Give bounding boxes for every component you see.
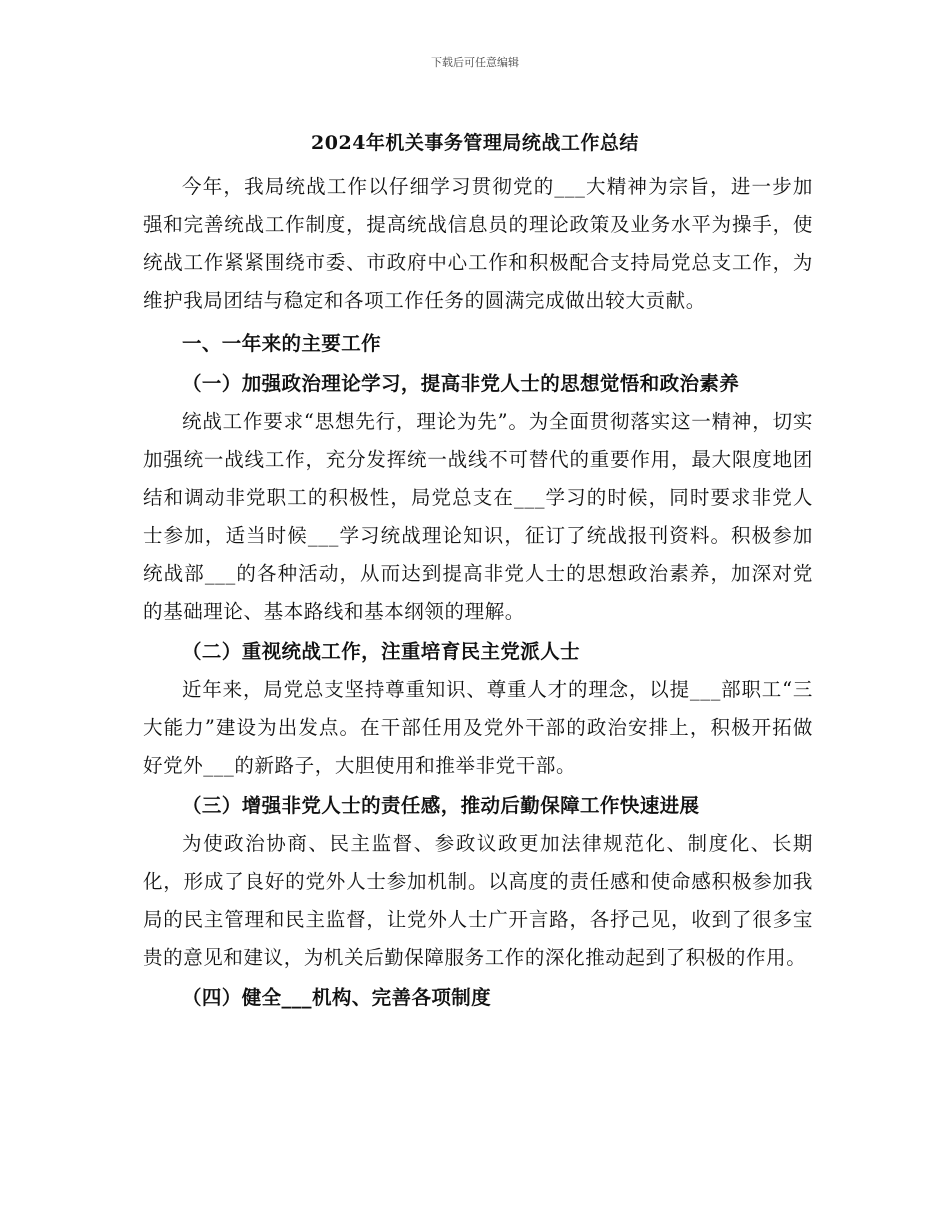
subsection-heading-4: （四）健全___机构、完善各项制度 xyxy=(182,986,492,1009)
subsection-body-3: 为使政治协商、民主监督、参政议政更加法律规范化、制度化、长期化，形成了良好的党外人士参加机制。以高度的责任感和使命感积极参加我局的民主管理和民主监督，让党外人士广开言路，各抒己见，收到了很多宝贵的意见和建议，为机关后勤保障服务工作的深化推动起到了积极的作用。 xyxy=(143,832,813,969)
intro-paragraph: 今年，我局统战工作以仔细学习贯彻党的___大精神为宗旨，进一步加强和完善统战工作制度，提高统战信息员的理论政策及业务水平为操手，使统战工作紧紧围绕市委、市政府中心工作和积极配合支持局党总支工作，为维护我局团结与稳定和各项工作任务的圆满完成做出较大贡献。 xyxy=(143,175,813,312)
subsection-heading-3: （三）增强非党人士的责任感，推动后勤保障工作快速进展 xyxy=(182,794,700,817)
subsection-body-2: 近年来，局党总支坚持尊重知识、尊重人才的理念，以提___部职工“三大能力”建设为出发点。在干部任用及党外干部的政治安排上，积极开拓做好党外___的新路子，大胆使用和推举非党干部。 xyxy=(143,678,813,777)
section-heading-1: 一、一年来的主要工作 xyxy=(182,332,382,355)
document-title: 2024年机关事务管理局统战工作总结 xyxy=(311,132,639,154)
subsection-heading-1: （一）加强政治理论学习，提高非党人士的思想觉悟和政治素养 xyxy=(182,372,740,395)
subsection-body-1: 统战工作要求“思想先行，理论为先”。为全面贯彻落实这一精神，切实加强统一战线工作，充分发挥统一战线不可替代的重要作用，最大限度地团结和调动非党职工的积极性，局党总支在___学习的时候，同时要求非党人士参加，适当时候___学习统战理论知识，征订了统战报刊资料。积极参加统战部___的各种活动，从而达到提高非党人士的思想政治素养，加深对党的基础理论、基本路线和基本纲领的理解。 xyxy=(143,410,813,623)
header-note: 下载后可任意编辑 xyxy=(431,56,519,69)
subsection-heading-2: （二）重视统战工作，注重培育民主党派人士 xyxy=(182,640,581,663)
document-body xyxy=(143,168,813,1017)
